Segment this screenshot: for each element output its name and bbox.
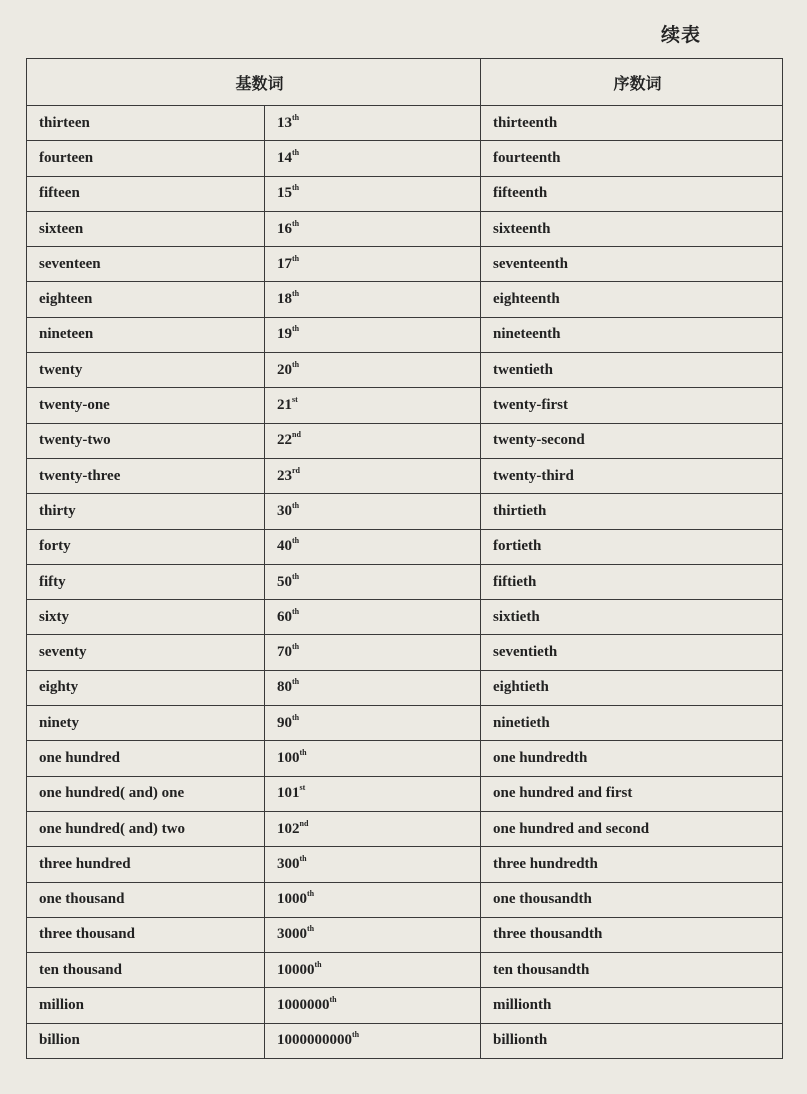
- ordinal-suffix: th: [292, 712, 300, 722]
- ordinal-word-cell: nineteenth: [481, 317, 783, 352]
- cardinal-word-cell: ten thousand: [27, 953, 265, 988]
- cardinal-word-cell: twenty-one: [27, 388, 265, 423]
- numeral-value: 60: [277, 608, 292, 625]
- page-continuation-title: 续表: [661, 24, 702, 46]
- ordinal-suffix: th: [292, 677, 300, 687]
- ordinal-numeral-cell: [265, 635, 481, 670]
- numeral-value: 70: [277, 644, 292, 661]
- cardinal-word-cell: sixty: [27, 600, 265, 635]
- ordinal-suffix: th: [299, 853, 307, 863]
- cardinal-word-cell: three hundred: [27, 847, 265, 882]
- ordinal-numeral-cell: [265, 353, 481, 388]
- ordinal-column-header: 序数词: [481, 59, 783, 106]
- numeral-value: 14: [277, 149, 292, 166]
- ordinal-word-cell: billionth: [481, 1023, 783, 1058]
- ordinal-word-cell: thirtieth: [481, 494, 783, 529]
- ordinal-word-cell: seventieth: [481, 635, 783, 670]
- numeral-value: 90: [277, 714, 292, 731]
- cardinal-word-cell: billion: [27, 1023, 265, 1058]
- numeral-value: 3000: [277, 926, 307, 943]
- ordinal-suffix: th: [307, 889, 315, 899]
- ordinal-numeral-cell: [265, 917, 481, 952]
- ordinal-numeral-cell: [265, 211, 481, 246]
- ordinal-numeral-cell: [265, 1023, 481, 1058]
- numeral-value: 20: [277, 361, 292, 378]
- numeral-value: 21: [277, 397, 292, 414]
- ordinal-numeral-cell: [265, 388, 481, 423]
- ordinal-suffix: th: [292, 147, 300, 157]
- ordinal-numeral-cell: [265, 494, 481, 529]
- ordinal-suffix: th: [292, 112, 300, 122]
- ordinal-word-cell: three hundredth: [481, 847, 783, 882]
- ordinal-numeral-cell: [265, 106, 481, 141]
- numeral-value: 1000000000: [277, 1032, 352, 1049]
- cardinal-word-cell: thirty: [27, 494, 265, 529]
- ordinal-word-cell: twenty-third: [481, 458, 783, 493]
- numeral-value: 80: [277, 679, 292, 696]
- table-body: [27, 106, 783, 1059]
- numeral-value: 300: [277, 855, 300, 872]
- ordinal-numeral-cell: [265, 317, 481, 352]
- ordinal-word-cell: eightieth: [481, 670, 783, 705]
- cardinal-word-cell: sixteen: [27, 211, 265, 246]
- table-row: [27, 917, 783, 952]
- ordinal-numeral-cell: [265, 988, 481, 1023]
- ordinal-word-cell: eighteenth: [481, 282, 783, 317]
- table-row: [27, 494, 783, 529]
- cardinal-word-cell: fourteen: [27, 141, 265, 176]
- numeral-value: 1000000: [277, 997, 330, 1014]
- ordinal-word-cell: seventeenth: [481, 247, 783, 282]
- cardinal-word-cell: nineteen: [27, 317, 265, 352]
- numeral-value: 30: [277, 502, 292, 519]
- ordinal-numeral-cell: [265, 706, 481, 741]
- cardinal-word-cell: three thousand: [27, 917, 265, 952]
- ordinal-numeral-cell: [265, 564, 481, 599]
- table-row: [27, 811, 783, 846]
- table-row: [27, 141, 783, 176]
- table-row: [27, 741, 783, 776]
- table-row: [27, 247, 783, 282]
- table-row: [27, 635, 783, 670]
- table-row: [27, 353, 783, 388]
- ordinal-suffix: th: [314, 959, 322, 969]
- ordinal-word-cell: sixteenth: [481, 211, 783, 246]
- ordinal-suffix: th: [292, 500, 300, 510]
- cardinal-column-header: 基数词: [27, 59, 481, 106]
- ordinal-word-cell: twentieth: [481, 353, 783, 388]
- numeral-value: 1000: [277, 891, 307, 908]
- ordinal-word-cell: fourteenth: [481, 141, 783, 176]
- ordinal-numeral-cell: [265, 670, 481, 705]
- numeral-value: 15: [277, 185, 292, 202]
- ordinal-number-table: [26, 58, 783, 1059]
- table-row: [27, 564, 783, 599]
- ordinal-word-cell: one hundred and second: [481, 811, 783, 846]
- cardinal-word-cell: million: [27, 988, 265, 1023]
- numeral-value: 22: [277, 432, 292, 449]
- numeral-value: 23: [277, 467, 292, 484]
- ordinal-numeral-cell: [265, 776, 481, 811]
- ordinal-word-cell: three thousandth: [481, 917, 783, 952]
- numeral-value: 10000: [277, 961, 315, 978]
- ordinal-numeral-cell: [265, 953, 481, 988]
- ordinal-suffix: th: [292, 324, 300, 334]
- numeral-value: 101: [277, 785, 300, 802]
- cardinal-word-cell: fifteen: [27, 176, 265, 211]
- cardinal-word-cell: twenty: [27, 353, 265, 388]
- table-row: [27, 706, 783, 741]
- numeral-value: 102: [277, 820, 300, 837]
- ordinal-suffix: th: [292, 642, 300, 652]
- ordinal-word-cell: one hundredth: [481, 741, 783, 776]
- numeral-value: 18: [277, 291, 292, 308]
- ordinal-word-cell: thirteenth: [481, 106, 783, 141]
- cardinal-word-cell: one hundred( and) one: [27, 776, 265, 811]
- cardinal-word-cell: one hundred: [27, 741, 265, 776]
- cardinal-word-cell: fifty: [27, 564, 265, 599]
- table-row: [27, 458, 783, 493]
- ordinal-suffix: th: [352, 1030, 360, 1040]
- ordinal-suffix: th: [329, 995, 337, 1005]
- cardinal-word-cell: twenty-two: [27, 423, 265, 458]
- ordinal-suffix: th: [292, 183, 300, 193]
- cardinal-word-cell: seventy: [27, 635, 265, 670]
- ordinal-word-cell: millionth: [481, 988, 783, 1023]
- ordinal-word-cell: ninetieth: [481, 706, 783, 741]
- ordinal-numeral-cell: [265, 741, 481, 776]
- table-row: [27, 211, 783, 246]
- table-row: [27, 282, 783, 317]
- table-row: [27, 106, 783, 141]
- ordinal-numeral-cell: [265, 282, 481, 317]
- ordinal-word-cell: one thousandth: [481, 882, 783, 917]
- numeral-value: 13: [277, 114, 292, 131]
- cardinal-word-cell: twenty-three: [27, 458, 265, 493]
- ordinal-word-cell: fifteenth: [481, 176, 783, 211]
- ordinal-word-cell: twenty-second: [481, 423, 783, 458]
- ordinal-word-cell: fiftieth: [481, 564, 783, 599]
- ordinal-numeral-cell: [265, 529, 481, 564]
- cardinal-word-cell: eighteen: [27, 282, 265, 317]
- ordinal-suffix: th: [292, 253, 300, 263]
- ordinal-suffix: nd: [292, 430, 301, 440]
- cardinal-word-cell: eighty: [27, 670, 265, 705]
- ordinal-numeral-cell: [265, 458, 481, 493]
- table-row: [27, 388, 783, 423]
- numeral-value: 17: [277, 255, 292, 272]
- ordinal-word-cell: twenty-first: [481, 388, 783, 423]
- table-row: [27, 847, 783, 882]
- ordinal-numeral-cell: [265, 141, 481, 176]
- ordinal-suffix: th: [292, 606, 300, 616]
- ordinal-suffix: th: [307, 924, 315, 934]
- table-row: [27, 423, 783, 458]
- numeral-value: 50: [277, 573, 292, 590]
- cardinal-word-cell: forty: [27, 529, 265, 564]
- ordinal-word-cell: fortieth: [481, 529, 783, 564]
- ordinal-suffix: th: [292, 218, 300, 228]
- table-row: [27, 529, 783, 564]
- ordinal-numeral-cell: [265, 811, 481, 846]
- ordinal-numeral-cell: [265, 423, 481, 458]
- numeral-value: 19: [277, 326, 292, 343]
- table-row: [27, 776, 783, 811]
- ordinal-numeral-cell: [265, 847, 481, 882]
- cardinal-word-cell: ninety: [27, 706, 265, 741]
- ordinal-suffix: st: [292, 395, 298, 405]
- ordinal-numeral-cell: [265, 600, 481, 635]
- table-row: [27, 882, 783, 917]
- table-row: [27, 953, 783, 988]
- ordinal-numeral-cell: [265, 176, 481, 211]
- ordinal-suffix: th: [292, 359, 300, 369]
- table-row: [27, 670, 783, 705]
- ordinal-suffix: th: [292, 289, 300, 299]
- ordinal-suffix: th: [299, 747, 307, 757]
- ordinal-numeral-cell: [265, 882, 481, 917]
- table-row: [27, 1023, 783, 1058]
- table-row: [27, 988, 783, 1023]
- table-row: [27, 600, 783, 635]
- numeral-value: 16: [277, 220, 292, 237]
- ordinal-suffix: th: [292, 536, 300, 546]
- table-row: [27, 176, 783, 211]
- table-row: [27, 317, 783, 352]
- ordinal-suffix: nd: [299, 818, 309, 828]
- ordinal-word-cell: ten thousandth: [481, 953, 783, 988]
- cardinal-word-cell: one hundred( and) two: [27, 811, 265, 846]
- cardinal-word-cell: thirteen: [27, 106, 265, 141]
- ordinal-suffix: st: [299, 783, 306, 793]
- cardinal-word-cell: one thousand: [27, 882, 265, 917]
- ordinal-suffix: th: [292, 571, 300, 581]
- numeral-value: 100: [277, 749, 300, 766]
- numeral-value: 40: [277, 538, 292, 555]
- ordinal-numeral-cell: [265, 247, 481, 282]
- cardinal-word-cell: seventeen: [27, 247, 265, 282]
- ordinal-word-cell: sixtieth: [481, 600, 783, 635]
- ordinal-suffix: rd: [292, 465, 300, 475]
- table-header-row: [27, 59, 783, 106]
- ordinal-word-cell: one hundred and first: [481, 776, 783, 811]
